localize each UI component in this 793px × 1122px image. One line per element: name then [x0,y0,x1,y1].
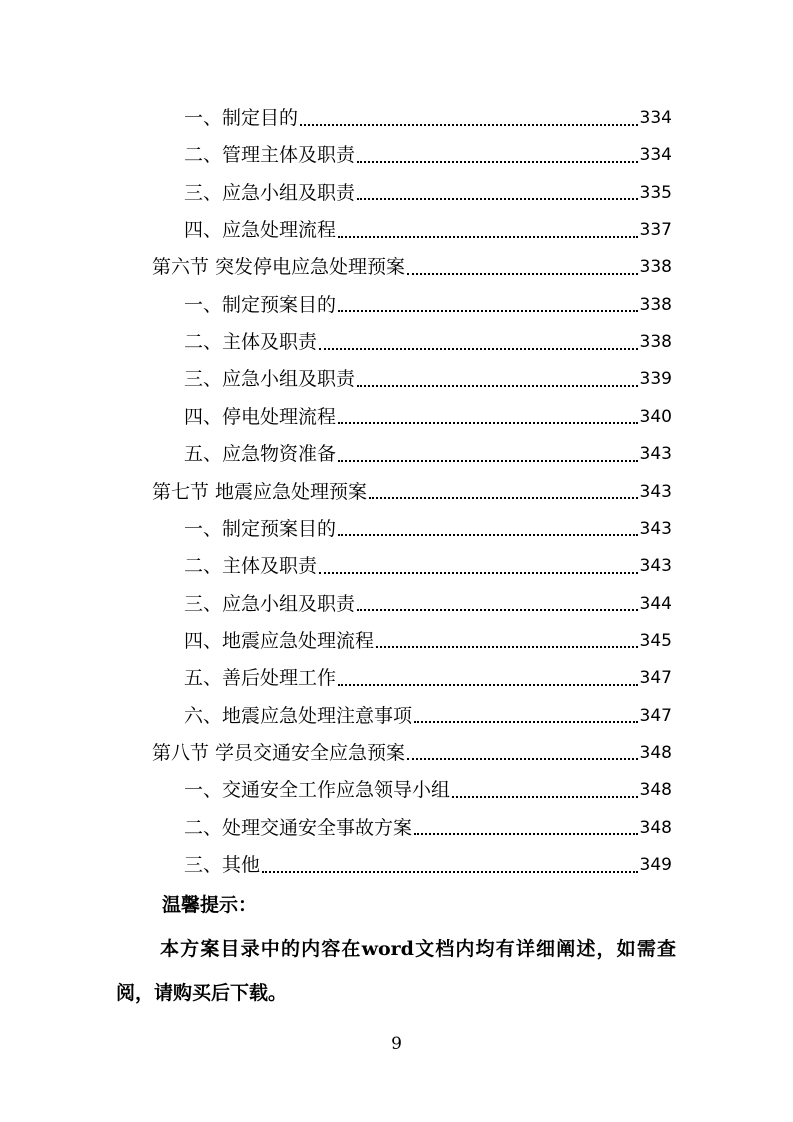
toc-subsection-entry[interactable] [184,175,672,212]
toc-dot-leader [414,721,638,723]
toc-subsection-entry[interactable] [184,548,672,585]
toc-entry-page: 348 [639,817,672,838]
toc-entry-page: 347 [639,668,672,689]
toc-subsection-entry[interactable] [184,698,672,735]
toc-dot-leader [338,684,638,686]
notice-heading: 温馨提示： [162,894,258,916]
toc-section-entry[interactable] [152,474,672,511]
toc-dot-leader [338,460,638,462]
toc-dot-leader [407,273,638,275]
toc-entry-page: 338 [639,257,672,278]
toc-subsection-entry[interactable] [184,511,672,548]
toc-entry-page: 349 [639,855,672,875]
toc-section-entry[interactable] [152,735,672,772]
toc-subsection-entry[interactable] [184,137,672,174]
toc-entry-title: 四、地震应急处理流程 [184,629,375,652]
toc-entry-title: 第六节 突发停电应急处理预案 [152,256,406,279]
toc-entry-page: 344 [639,593,672,614]
toc-entry-title: 一、制定预案目的 [184,517,337,540]
toc-dot-leader [319,348,638,350]
toc-entry-title: 三、其他 [184,854,261,876]
toc-entry-title: 四、停电处理流程 [184,405,337,428]
toc-entry-page: 347 [639,705,672,726]
toc-entry-title: 六、地震应急处理注意事项 [184,704,413,727]
toc-entry-title: 二、主体及职责 [184,331,318,354]
toc-dot-leader [357,609,638,611]
toc-entry-page: 348 [639,742,672,763]
toc-dot-leader [376,646,638,648]
toc-entry-title: 五、应急物资准备 [184,443,337,466]
toc-entry-title: 一、交通安全工作应急领导小组 [184,779,451,802]
toc-entry-title: 一、制定目的 [184,107,299,129]
toc-subsection-entry[interactable] [184,361,672,398]
toc-entry-page: 343 [639,556,672,577]
toc-dot-leader [338,534,638,536]
toc-entry-page: 340 [639,406,672,427]
toc-section-entry[interactable] [152,249,672,286]
toc-entry-title: 三、应急小组及职责 [184,368,356,391]
toc-entry-title: 第七节 地震应急处理预案 [152,480,368,503]
toc-entry-page: 348 [639,780,672,801]
toc-dot-leader [338,422,638,424]
toc-subsection-entry[interactable] [184,212,672,249]
toc-dot-leader [319,572,638,574]
toc-subsection-entry[interactable] [184,810,672,847]
toc-entry-title: 一、制定预案目的 [184,293,337,316]
toc-subsection-entry[interactable] [184,847,672,884]
toc-subsection-entry[interactable] [184,660,672,697]
toc-dot-leader [357,385,638,387]
toc-entry-title: 五、善后处理工作 [184,667,337,690]
toc-entry-page: 334 [639,145,672,166]
toc-entry-title: 三、应急小组及职责 [184,181,356,204]
toc-entry-title: 二、主体及职责 [184,555,318,578]
toc-entry-title: 三、应急小组及职责 [184,592,356,615]
toc-dot-leader [262,871,638,873]
notice-body: 本方案目录中的内容在word文档内均有详细阐述，如需查阅，请购买后下载。 [116,938,676,1004]
toc-subsection-entry[interactable] [184,772,672,809]
toc-entry-page: 338 [639,294,672,315]
toc-dot-leader [452,796,638,798]
toc-subsection-entry[interactable] [184,399,672,436]
toc-dot-leader [338,310,638,312]
toc-dot-leader [300,124,638,126]
toc-subsection-entry[interactable] [184,287,672,324]
toc-entry-title: 二、管理主体及职责 [184,144,356,167]
toc-entry-title: 二、处理交通安全事故方案 [184,816,413,839]
toc-subsection-entry[interactable] [184,100,672,137]
toc-entry-page: 339 [639,369,672,390]
toc-entry-page: 343 [639,518,672,539]
toc-dot-leader [414,833,638,835]
toc-subsection-entry[interactable] [184,586,672,623]
toc-subsection-entry[interactable] [184,623,672,660]
toc-entry-page: 343 [639,481,672,502]
toc-dot-leader [338,236,638,238]
toc-entry-page: 335 [639,182,672,203]
toc-dot-leader [357,198,638,200]
toc-entry-page: 334 [639,108,672,128]
toc-dot-leader [369,497,638,499]
toc-subsection-entry[interactable] [184,436,672,473]
toc-entry-page: 338 [639,332,672,353]
toc-entry-title: 第八节 学员交通安全应急预案 [152,741,406,764]
toc-entry-title: 四、应急处理流程 [184,219,337,242]
toc-subsection-entry[interactable] [184,324,672,361]
toc-dot-leader [407,758,638,760]
toc-dot-leader [357,161,638,163]
toc-entry-page: 345 [639,630,672,651]
page-number: 9 [391,1034,402,1054]
toc-entry-page: 337 [639,220,672,241]
toc-entry-page: 343 [639,444,672,465]
